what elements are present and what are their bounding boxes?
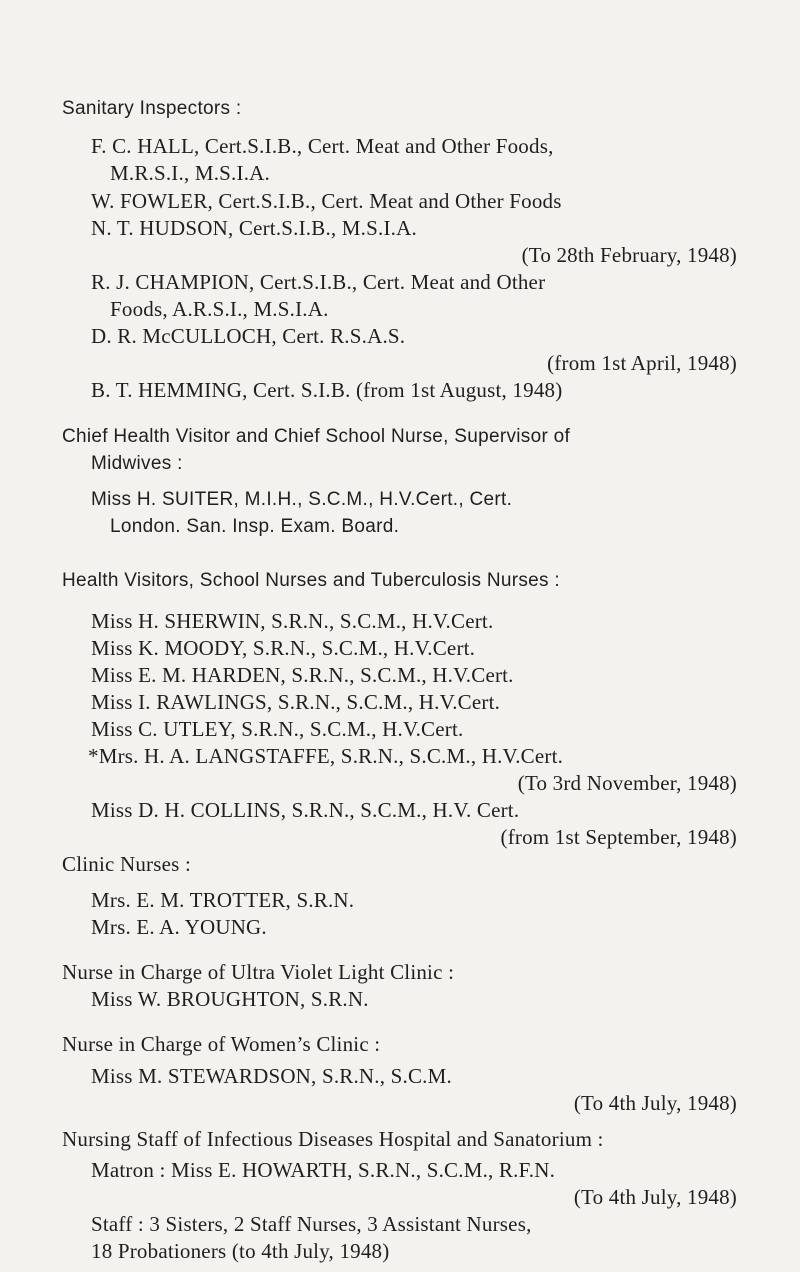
staff-line: Miss W. BROUGHTON, S.R.N. bbox=[91, 987, 369, 1011]
date-note: (from 1st April, 1948) bbox=[547, 351, 737, 375]
staff-line: F. C. HALL, Cert.S.I.B., Cert. Meat and Other Foods, bbox=[91, 134, 554, 158]
date-note: (from 1st September, 1948) bbox=[500, 825, 737, 849]
date-note: (To 4th July, 1948) bbox=[573, 1185, 737, 1209]
staff-line: Foods, A.R.S.I., M.S.I.A. bbox=[110, 297, 329, 321]
staff-line: D. R. McCULLOCH, Cert. R.S.A.S. bbox=[91, 324, 406, 348]
staff-line: Miss D. H. COLLINS, S.R.N., S.C.M., H.V. Cert. bbox=[91, 798, 520, 822]
staff-line: Staff : 3 Sisters, 2 Staff Nurses, 3 Assistant Nurses, bbox=[91, 1212, 532, 1236]
staff-line: Miss H. SUITER, M.I.H., S.C.M., H.V.Cert., Cert. bbox=[91, 489, 513, 510]
section-heading-continuation: Midwives : bbox=[91, 453, 183, 474]
staff-line: 18 Probationers (to 4th July, 1948) bbox=[91, 1239, 390, 1263]
staff-line: Matron : Miss E. HOWARTH, S.R.N., S.C.M., R.F.N. bbox=[91, 1158, 556, 1182]
date-note: (To 4th July, 1948) bbox=[573, 1091, 737, 1115]
staff-line: Mrs. E. A. YOUNG. bbox=[91, 915, 267, 939]
staff-line: R. J. CHAMPION, Cert.S.I.B., Cert. Meat and Other bbox=[91, 270, 546, 294]
section-heading-health-visitors: Health Visitors, School Nurses and Tuberculosis Nurses : bbox=[62, 570, 560, 591]
date-note: (To 28th February, 1948) bbox=[521, 243, 737, 267]
staff-line: Miss M. STEWARDSON, S.R.N., S.C.M. bbox=[91, 1064, 452, 1088]
staff-line: W. FOWLER, Cert.S.I.B., Cert. Meat and Other Foods bbox=[91, 189, 562, 213]
staff-line: Miss I. RAWLINGS, S.R.N., S.C.M., H.V.Cert. bbox=[91, 690, 501, 714]
date-note: (To 3rd November, 1948) bbox=[517, 771, 737, 795]
staff-line: *Mrs. H. A. LANGSTAFFE, S.R.N., S.C.M., H.V.Cert. bbox=[88, 744, 564, 768]
section-heading-infectious-diseases: Nursing Staff of Infectious Diseases Hospital and Sanatorium : bbox=[62, 1127, 604, 1151]
staff-line: London. San. Insp. Exam. Board. bbox=[110, 516, 400, 537]
staff-line: Miss K. MOODY, S.R.N., S.C.M., H.V.Cert. bbox=[91, 636, 476, 660]
staff-line: Miss C. UTLEY, S.R.N., S.C.M., H.V.Cert. bbox=[91, 717, 464, 741]
staff-line: B. T. HEMMING, Cert. S.I.B. (from 1st August, 1948) bbox=[91, 378, 563, 402]
section-heading-chief-health-visitor: Chief Health Visitor and Chief School Nurse, Supervisor of bbox=[62, 426, 571, 447]
staff-line: M.R.S.I., M.S.I.A. bbox=[110, 161, 270, 185]
section-heading-clinic-nurses: Clinic Nurses : bbox=[62, 852, 191, 876]
section-heading-womens-clinic: Nurse in Charge of Women’s Clinic : bbox=[62, 1032, 381, 1056]
section-heading-sanitary-inspectors: Sanitary Inspectors : bbox=[62, 98, 242, 119]
staff-line: Mrs. E. M. TROTTER, S.R.N. bbox=[91, 888, 355, 912]
section-heading-ultra-violet-clinic: Nurse in Charge of Ultra Violet Light Clinic : bbox=[62, 960, 455, 984]
staff-line: N. T. HUDSON, Cert.S.I.B., M.S.I.A. bbox=[91, 216, 417, 240]
staff-line: Miss H. SHERWIN, S.R.N., S.C.M., H.V.Cert. bbox=[91, 609, 494, 633]
staff-line: Miss E. M. HARDEN, S.R.N., S.C.M., H.V.Cert. bbox=[91, 663, 514, 687]
